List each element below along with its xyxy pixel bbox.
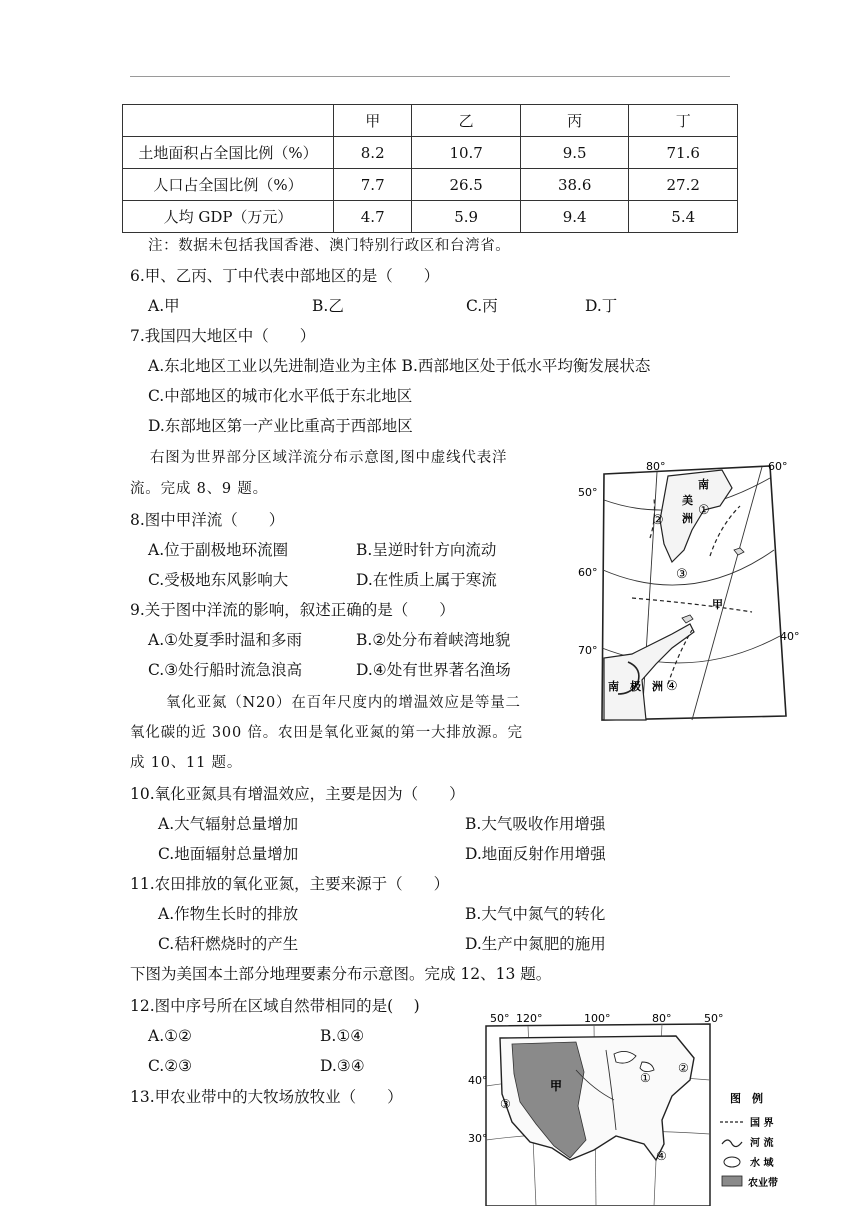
q9-option-b[interactable]: B.②处分布着峡湾地貌: [356, 631, 511, 649]
ocean-current-map-svg: [572, 458, 802, 726]
header-rule: [130, 76, 730, 77]
ocean-current-map: [572, 458, 802, 726]
map2-lat-label: 40°: [468, 1074, 488, 1087]
map1-lon-label: 60°: [768, 460, 788, 473]
map1-lon-label: 80°: [646, 460, 666, 473]
table-cell: 38.6: [520, 169, 629, 201]
q13-stem: 13.甲农业带中的大牧场放牧业（ ）: [130, 1088, 403, 1106]
q6-option-d[interactable]: D.丁: [585, 297, 618, 315]
map1-mark: ③: [676, 567, 688, 582]
table-row: [123, 137, 738, 169]
q9-option-c[interactable]: C.③处行船时流急浪高: [148, 661, 303, 679]
table-cell: 8.2: [334, 137, 412, 169]
q7-stem: 7.我国四大地区中（ ）: [130, 327, 316, 345]
n2o-intro-line3: 成 10、11 题。: [130, 755, 243, 771]
map1-land-label: 美: [682, 494, 693, 507]
table-row-label: 人口占全国比例（%）: [123, 169, 334, 201]
table-header-cell: [123, 105, 334, 137]
q11-option-d[interactable]: D.生产中氮肥的施用: [465, 935, 606, 953]
map1-lat-label: 70°: [578, 644, 598, 657]
q8-option-b[interactable]: B.呈逆时针方向流动: [356, 541, 497, 559]
table-cell: 5.4: [629, 201, 738, 233]
table-header-row: [123, 105, 738, 137]
map2-lon-label: 100°: [584, 1012, 611, 1025]
q8-stem: 8.图中甲洋流（ ）: [130, 511, 285, 529]
map2-mark: ①: [640, 1071, 651, 1085]
q12-stem: 12.图中序号所在区域自然带相同的是( ): [130, 997, 420, 1015]
map1-current-label: 甲: [712, 598, 723, 611]
us-intro: 下图为美国本土部分地理要素分布示意图。完成 12、13 题。: [130, 965, 552, 983]
map2-mark: ③: [500, 1097, 511, 1111]
table-note: 注：数据未包括我国香港、澳门特别行政区和台湾省。: [148, 238, 511, 254]
water-legend-icon: [724, 1157, 740, 1167]
table-row: [123, 201, 738, 233]
q11-option-c[interactable]: C.秸秆燃烧时的产生: [158, 935, 299, 953]
table-header-cell: 丁: [629, 105, 738, 137]
q12-option-c[interactable]: C.②③: [148, 1057, 193, 1075]
q12-option-d[interactable]: D.③④: [320, 1057, 365, 1075]
q11-stem: 11.农田排放的氧化亚氮，主要来源于（ ）: [130, 875, 450, 893]
table-row: [123, 169, 738, 201]
legend-item: 农业带: [748, 1178, 778, 1189]
region-data-table: [122, 104, 738, 233]
table-row-label: 人均 GDP（万元）: [123, 201, 334, 233]
map2-lon-label: 50°: [704, 1012, 724, 1025]
legend-title: 图 例: [730, 1092, 763, 1105]
n2o-intro-line2: 氧化碳的近 300 倍。农田是氧化亚氮的第一大排放源。完: [130, 725, 523, 741]
q12-option-b[interactable]: B.①④: [320, 1027, 365, 1045]
map2-mark: ④: [656, 1149, 667, 1163]
map2-lon-label: 50°: [490, 1012, 510, 1025]
map2-legend: [720, 1091, 778, 1189]
map2-lat-label: 30°: [468, 1132, 488, 1145]
river-legend-icon: [722, 1140, 742, 1147]
q8-option-c[interactable]: C.受极地东风影响大: [148, 571, 289, 589]
map1-land-label: 南: [608, 680, 619, 693]
map1-land-label: 南: [698, 478, 709, 491]
table-row-label: 土地面积占全国比例（%）: [123, 137, 334, 169]
ocean-intro-line1: 右图为世界部分区域洋流分布示意图,图中虚线代表洋: [150, 450, 508, 466]
table-cell: 10.7: [412, 137, 521, 169]
q6-option-c[interactable]: C.丙: [466, 297, 498, 315]
ocean-intro-line2: 流。完成 8、9 题。: [130, 481, 268, 497]
q9-stem: 9.关于图中洋流的影响，叙述正确的是（ ）: [130, 601, 455, 619]
map1-lat-label-right: 40°: [780, 630, 800, 643]
q10-option-d[interactable]: D.地面反射作用增强: [465, 845, 606, 863]
map1-land-label: 洲: [682, 512, 693, 525]
map1-mark: ④: [666, 679, 678, 694]
q7-option-c[interactable]: C.中部地区的城市化水平低于东北地区: [148, 387, 413, 405]
table-cell: 9.4: [520, 201, 629, 233]
table-header-cell: 乙: [412, 105, 521, 137]
map2-lon-label: 120°: [516, 1012, 543, 1025]
legend-item: 河 流: [750, 1138, 774, 1149]
q6-option-b[interactable]: B.乙: [312, 297, 344, 315]
table-cell: 26.5: [412, 169, 521, 201]
legend-item: 国 界: [750, 1118, 774, 1129]
q6-stem: 6.甲、乙丙、丁中代表中部地区的是（ ）: [130, 267, 440, 285]
q10-option-b[interactable]: B.大气吸收作用增强: [465, 815, 606, 833]
table-cell: 7.7: [334, 169, 412, 201]
table-header-cell: 丙: [520, 105, 629, 137]
table-cell: 9.5: [520, 137, 629, 169]
map2-mark: ②: [678, 1061, 689, 1075]
q11-option-a[interactable]: A.作物生长时的排放: [158, 905, 299, 923]
q8-option-a[interactable]: A.位于副极地环流圈: [148, 541, 289, 559]
table-cell: 27.2: [629, 169, 738, 201]
table-cell: 4.7: [334, 201, 412, 233]
map2-region-label: 甲: [550, 1079, 563, 1093]
q9-option-d[interactable]: D.④处有世界著名渔场: [356, 661, 511, 679]
map1-lat-label: 50°: [578, 486, 598, 499]
table-header-cell: 甲: [334, 105, 412, 137]
table-cell: 71.6: [629, 137, 738, 169]
n2o-intro-line1: 氧化亚氮（N20）在百年尺度内的增温效应是等量二: [166, 695, 521, 711]
table-cell: 5.9: [412, 201, 521, 233]
q7-option-d[interactable]: D.东部地区第一产业比重高于西部地区: [148, 417, 413, 435]
q7-option-ab[interactable]: A.东北地区工业以先进制造业为主体 B.西部地区处于低水平均衡发展状态: [148, 357, 651, 375]
map1-lat-label: 60°: [578, 566, 598, 579]
q10-stem: 10.氧化亚氮具有增温效应，主要是因为（ ）: [130, 785, 465, 803]
legend-item: 水 域: [750, 1158, 774, 1169]
q10-option-c[interactable]: C.地面辐射总量增加: [158, 845, 299, 863]
us-map: [466, 1010, 802, 1206]
q6-option-a[interactable]: A.甲: [148, 297, 180, 315]
map1-land-label: 洲: [652, 680, 663, 693]
q11-option-b[interactable]: B.大气中氮气的转化: [465, 905, 606, 923]
q8-option-d[interactable]: D.在性质上属于寒流: [356, 571, 497, 589]
farm-belt-legend-icon: [722, 1176, 742, 1186]
map1-mark: ①: [698, 503, 710, 518]
map1-land-label: 极: [630, 680, 641, 693]
q10-option-a[interactable]: A.大气辐射总量增加: [158, 815, 299, 833]
map2-lon-label: 80°: [652, 1012, 672, 1025]
q9-option-a[interactable]: A.①处夏季时温和多雨: [148, 631, 303, 649]
q12-option-a[interactable]: A.①②: [148, 1027, 192, 1045]
map1-mark: ②: [652, 513, 664, 528]
us-map-svg: [466, 1010, 802, 1206]
